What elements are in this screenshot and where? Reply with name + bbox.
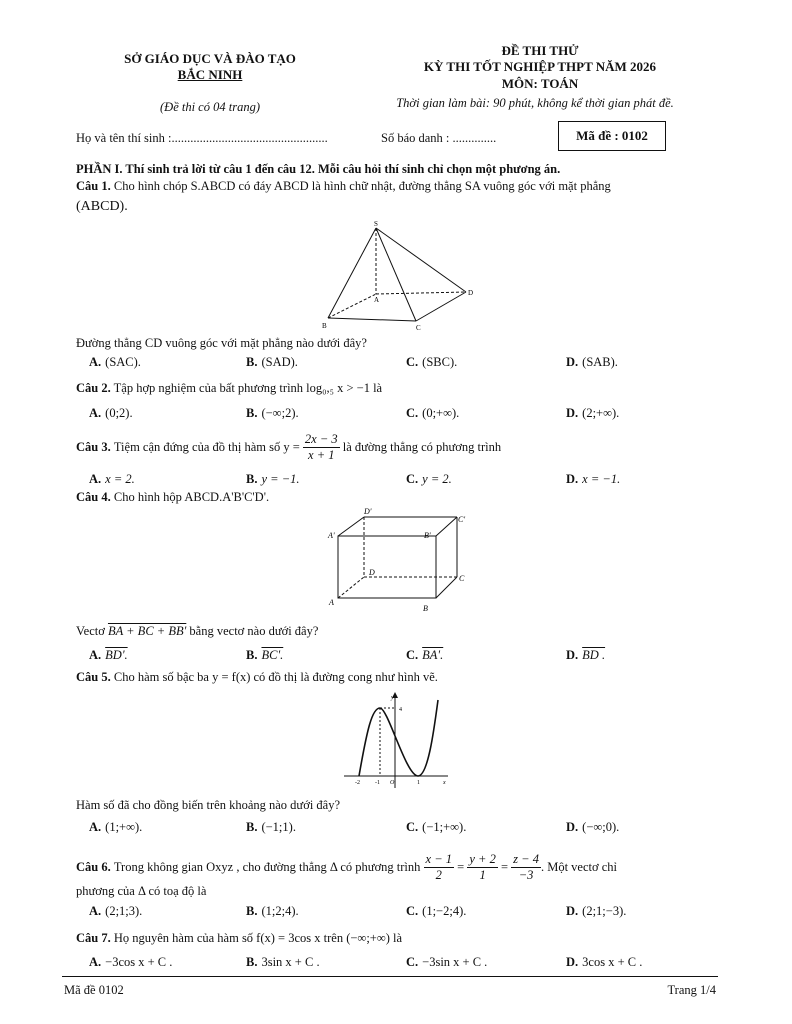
q1-option-c[interactable]: C. (SBC). bbox=[406, 355, 458, 369]
q1-stem bbox=[76, 179, 611, 194]
q6-text-after: . Một vectơ chỉ bbox=[540, 860, 617, 874]
footer-exam-code: Mã đề 0102 bbox=[64, 983, 124, 997]
q1-question: Đường thẳng CD vuông góc với mặt phẳng nào dưới đây? bbox=[76, 336, 367, 350]
candidate-id-field: Số báo danh : .............. bbox=[381, 131, 497, 145]
q3-fraction bbox=[303, 432, 340, 463]
q3-option-a[interactable]: A. x = 2. bbox=[89, 472, 135, 486]
q4-option-c[interactable]: C. BA'. bbox=[406, 648, 444, 662]
candidate-name-field: Họ và tên thí sinh :.................................................. bbox=[76, 131, 328, 145]
box-label-d1: D' bbox=[364, 507, 372, 516]
box-label-a: A bbox=[329, 598, 334, 607]
q2-stem bbox=[76, 381, 382, 396]
pyramid-label-s: S bbox=[374, 220, 378, 228]
q4-text: Cho hình hộp ABCD.A'B'C'D'. bbox=[113, 490, 270, 504]
q4-label: Câu 4. bbox=[76, 490, 111, 504]
exam-type: ĐỀ THI THỬ bbox=[501, 43, 579, 58]
page-count-note: (Đề thi có 04 trang) bbox=[160, 100, 260, 114]
q4-stem bbox=[76, 490, 269, 505]
q4-question: Vectơ BA + BC + BB' bằng vectơ nào dưới đây? bbox=[76, 624, 319, 638]
box-label-d: D bbox=[369, 568, 375, 577]
q6-option-d[interactable]: D. (2;1;−3). bbox=[566, 904, 627, 918]
q1-option-a[interactable]: A. (SAC). bbox=[89, 355, 141, 369]
time-note: Thời gian làm bài: 90 phút, không kể thời gian phát đề. bbox=[396, 96, 674, 110]
exam-code-box: Mã đề : 0102 bbox=[558, 121, 666, 151]
q3-text-after: là đường thẳng có phương trình bbox=[342, 440, 502, 454]
q3-numerator: 2x − 3 bbox=[304, 432, 338, 446]
q4-option-a[interactable]: A. BD'. bbox=[89, 648, 128, 662]
q1-option-b[interactable]: B. (SAD). bbox=[246, 355, 298, 369]
q1-label: Câu 1. bbox=[76, 179, 111, 193]
q7-option-b[interactable]: B. 3sin x + C . bbox=[246, 955, 320, 969]
q6-fraction-3: z − 4 −3 bbox=[513, 852, 539, 882]
q4-vector-expression: BA + BC + BB' bbox=[107, 624, 187, 638]
q2-option-a[interactable]: A. (0;2). bbox=[89, 406, 133, 420]
q6-text-line2: phương của Δ có toạ độ là bbox=[76, 884, 207, 898]
q5-option-a[interactable]: A. (1;+∞). bbox=[89, 820, 143, 834]
graph-label-neg2: -2 bbox=[355, 780, 360, 786]
q3-label: Câu 3. bbox=[76, 440, 111, 454]
q6-text-before: Trong không gian Oxyz , cho đường thẳng Δ có phương trình bbox=[113, 860, 421, 874]
q1-option-d[interactable]: D. (SAB). bbox=[566, 355, 618, 369]
graph-label-origin: O bbox=[390, 780, 395, 786]
q3-option-c[interactable]: C. y = 2. bbox=[406, 472, 452, 486]
footer-page-number: Trang 1/4 bbox=[667, 983, 716, 997]
cubic-graph-figure bbox=[340, 690, 452, 792]
q6-fraction-1: x − 1 2 bbox=[425, 852, 453, 882]
exam-name: KỲ THI TỐT NGHIỆP THPT NĂM 2026 bbox=[423, 59, 657, 74]
q5-question: Hàm số đã cho đồng biến trên khoảng nào dưới đây? bbox=[76, 798, 341, 812]
graph-label-y: y bbox=[391, 695, 394, 701]
graph-label-1: 1 bbox=[417, 780, 420, 786]
pyramid-label-b: B bbox=[322, 322, 327, 330]
footer-rule bbox=[62, 976, 718, 977]
graph-label-4: 4 bbox=[399, 707, 402, 713]
q7-option-d[interactable]: D. 3cos x + C . bbox=[566, 955, 643, 969]
q2-label: Câu 2. bbox=[76, 381, 111, 395]
pyramid-figure bbox=[318, 218, 478, 336]
box-label-c: C bbox=[459, 574, 465, 583]
box-label-b1: B' bbox=[424, 531, 431, 540]
part1-title: PHẦN I. Thí sinh trả lời từ câu 1 đến câu 12. Mỗi câu hỏi thí sinh chỉ chọn một phương án. bbox=[76, 162, 561, 176]
box-figure bbox=[320, 505, 470, 617]
q5-option-b[interactable]: B. (−1;1). bbox=[246, 820, 296, 834]
q2-text: Tập hợp nghiệm của bất phương trình log₀,₅ x > −1 là bbox=[113, 381, 383, 395]
province-name: BẮC NINH bbox=[177, 67, 243, 82]
q4-option-d[interactable]: D. BD . bbox=[566, 648, 606, 662]
q7-option-c[interactable]: C. −3sin x + C . bbox=[406, 955, 488, 969]
q3-stem bbox=[76, 432, 501, 463]
q2-option-c[interactable]: C. (0;+∞). bbox=[406, 406, 460, 420]
q5-option-d[interactable]: D. (−∞;0). bbox=[566, 820, 620, 834]
box-label-c1: C' bbox=[458, 515, 466, 524]
q7-stem bbox=[76, 931, 402, 946]
graph-label-neg1: -1 bbox=[375, 780, 380, 786]
department-name: SỞ GIÁO DỤC VÀ ĐÀO TẠO bbox=[124, 51, 296, 66]
q6-option-b[interactable]: B. (1;2;4). bbox=[246, 904, 299, 918]
q6-stem: Câu 6. Trong không gian Oxyz , cho đường thẳng Δ có phương trình x − 1 2 = y + 2 1 = z − 4 −3 . Một vectơ chỉ bbox=[76, 852, 617, 882]
q6-fraction-2: y + 2 1 bbox=[469, 852, 496, 882]
box-label-a1: A' bbox=[328, 531, 335, 540]
pyramid-label-d: D bbox=[468, 289, 474, 297]
q5-option-c[interactable]: C. (−1;+∞). bbox=[406, 820, 467, 834]
q2-option-d[interactable]: D. (2;+∞). bbox=[566, 406, 620, 420]
q5-label: Câu 5. bbox=[76, 670, 111, 684]
q7-option-a[interactable]: A. −3cos x + C . bbox=[89, 955, 173, 969]
graph-label-x: x bbox=[443, 780, 446, 786]
q6-label: Câu 6. bbox=[76, 860, 111, 874]
q5-text: Cho hàm số bậc ba y = f(x) có đồ thị là đường cong như hình vẽ. bbox=[113, 670, 438, 684]
pyramid-label-a: A bbox=[374, 296, 380, 304]
box-label-b: B bbox=[423, 604, 428, 613]
q1-text: Cho hình chóp S.ABCD có đáy ABCD là hình chữ nhật, đường thẳng SA vuông góc với mặt phẳng bbox=[113, 179, 611, 193]
q7-text: Họ nguyên hàm của hàm số f(x) = 3cos x trên (−∞;+∞) là bbox=[113, 931, 403, 945]
q6-option-c[interactable]: C. (1;−2;4). bbox=[406, 904, 467, 918]
q1-text-line2: (ABCD). bbox=[76, 199, 128, 214]
q3-denominator: x + 1 bbox=[308, 448, 335, 462]
q3-text-before: Tiệm cận đứng của đồ thị hàm số y = bbox=[113, 440, 300, 454]
pyramid-label-c: C bbox=[416, 324, 421, 332]
q7-label: Câu 7. bbox=[76, 931, 111, 945]
q2-option-b[interactable]: B. (−∞;2). bbox=[246, 406, 299, 420]
q3-option-b[interactable]: B. y = −1. bbox=[246, 472, 300, 486]
q5-stem bbox=[76, 670, 438, 685]
q3-option-d[interactable]: D. x = −1. bbox=[566, 472, 621, 486]
q4-option-b[interactable]: B. BC'. bbox=[246, 648, 284, 662]
subject-name: MÔN: TOÁN bbox=[501, 76, 579, 91]
q6-option-a[interactable]: A. (2;1;3). bbox=[89, 904, 143, 918]
